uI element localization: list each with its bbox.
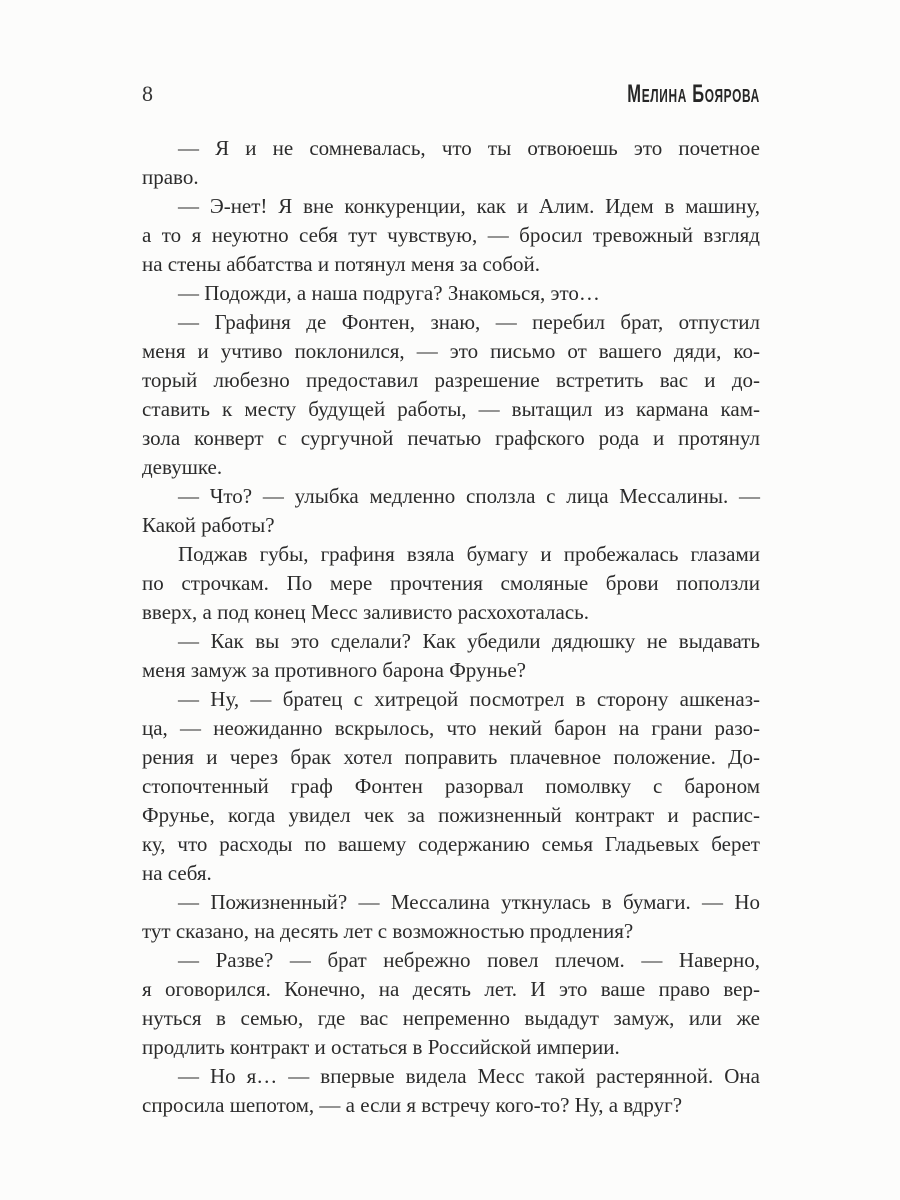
text-block: [142, 134, 760, 1120]
text-line: спросила шепотом, — а если я встречу кого-то? Ну, а вдруг?: [142, 1093, 683, 1117]
text-line: я оговорился. Конечно, на десять лет. И это ваше право вер-: [142, 977, 760, 1001]
text-line: меня замуж за противного барона Фрунье?: [142, 658, 526, 682]
text-line: — Как вы это сделали? Как убедили дядюшку не выдавать: [178, 629, 760, 653]
text-line: тут сказано, на десять лет с возможностью продления?: [142, 919, 634, 943]
text-line: ставить к месту будущей работы, — вытащил из кармана кам-: [142, 397, 760, 421]
text-line: рения и через брак хотел поправить плачевное положение. До-: [142, 745, 760, 769]
paragraph: [142, 540, 760, 627]
text-line: продлить контракт и остаться в Российской империи.: [142, 1035, 620, 1059]
text-line: на себя.: [142, 861, 212, 885]
text-line: стопочтенный граф Фонтен разорвал помолвку с бароном: [142, 774, 760, 798]
text-line: на стены аббатства и потянул меня за собой.: [142, 252, 541, 276]
text-line: право.: [142, 165, 199, 189]
page-number: 8: [142, 81, 153, 106]
paragraph: [142, 482, 760, 540]
text-line: ца, — неожиданно вскрылось, что некий барон на грани разо-: [142, 716, 760, 740]
text-line: Какой работы?: [142, 513, 275, 537]
text-line: Фрунье, когда увидел чек за пожизненный контракт и распис-: [142, 803, 760, 827]
text-line: торый любезно предоставил разрешение встретить вас и до-: [142, 368, 760, 392]
text-line: по строчкам. По мере прочтения смоляные брови поползли: [142, 571, 760, 595]
text-line: меня и учтиво поклонился, — это письмо от вашего дяди, ко-: [142, 339, 760, 363]
text-line: — Разве? — брат небрежно повел плечом. — Наверно,: [178, 948, 760, 972]
text-line: — Графиня де Фонтен, знаю, — перебил брат, отпустил: [178, 310, 760, 334]
paragraph: [142, 192, 760, 279]
text-line: — Подожди, а наша подруга? Знакомься, это…: [178, 281, 600, 305]
text-line: вверх, а под конец Месс заливисто расхохоталась.: [142, 600, 589, 624]
text-line: ку, что расходы по вашему содержанию семья Гладьевых берет: [142, 832, 760, 856]
paragraph: [142, 134, 760, 192]
paragraph: [142, 946, 760, 1062]
text-line: Поджав губы, графиня взяла бумагу и пробежалась глазами: [178, 542, 760, 566]
text-line: а то я неуютно себя тут чувствую, — бросил тревожный взгляд: [142, 223, 760, 247]
text-line: девушке.: [142, 455, 223, 479]
paragraph: [142, 279, 760, 308]
paragraph: [142, 685, 760, 888]
text-line: нуться в семью, где вас непременно выдадут замуж, или же: [142, 1006, 760, 1030]
running-header: [142, 82, 760, 108]
text-line: — Что? — улыбка медленно сползла с лица Мессалины. —: [178, 484, 760, 508]
text-line: — Но я… — впервые видела Месс такой растерянной. Она: [178, 1064, 760, 1088]
text-line: — Э-нет! Я вне конкуренции, как и Алим. Идем в машину,: [178, 194, 760, 218]
text-line: — Ну, — братец с хитрецой посмотрел в сторону ашкеназ-: [178, 687, 760, 711]
paragraph: [142, 308, 760, 482]
text-line: — Я и не сомневалась, что ты отвоюешь это почетное: [178, 136, 760, 160]
paragraph: [142, 627, 760, 685]
author-name: Мелина Боярова: [627, 80, 760, 108]
text-line: зола конверт с сургучной печатью графского рода и протянул: [142, 426, 760, 450]
paragraph: [142, 888, 760, 946]
text-line: — Пожизненный? — Мессалина уткнулась в бумаги. — Но: [178, 890, 760, 914]
paragraph: [142, 1062, 760, 1120]
